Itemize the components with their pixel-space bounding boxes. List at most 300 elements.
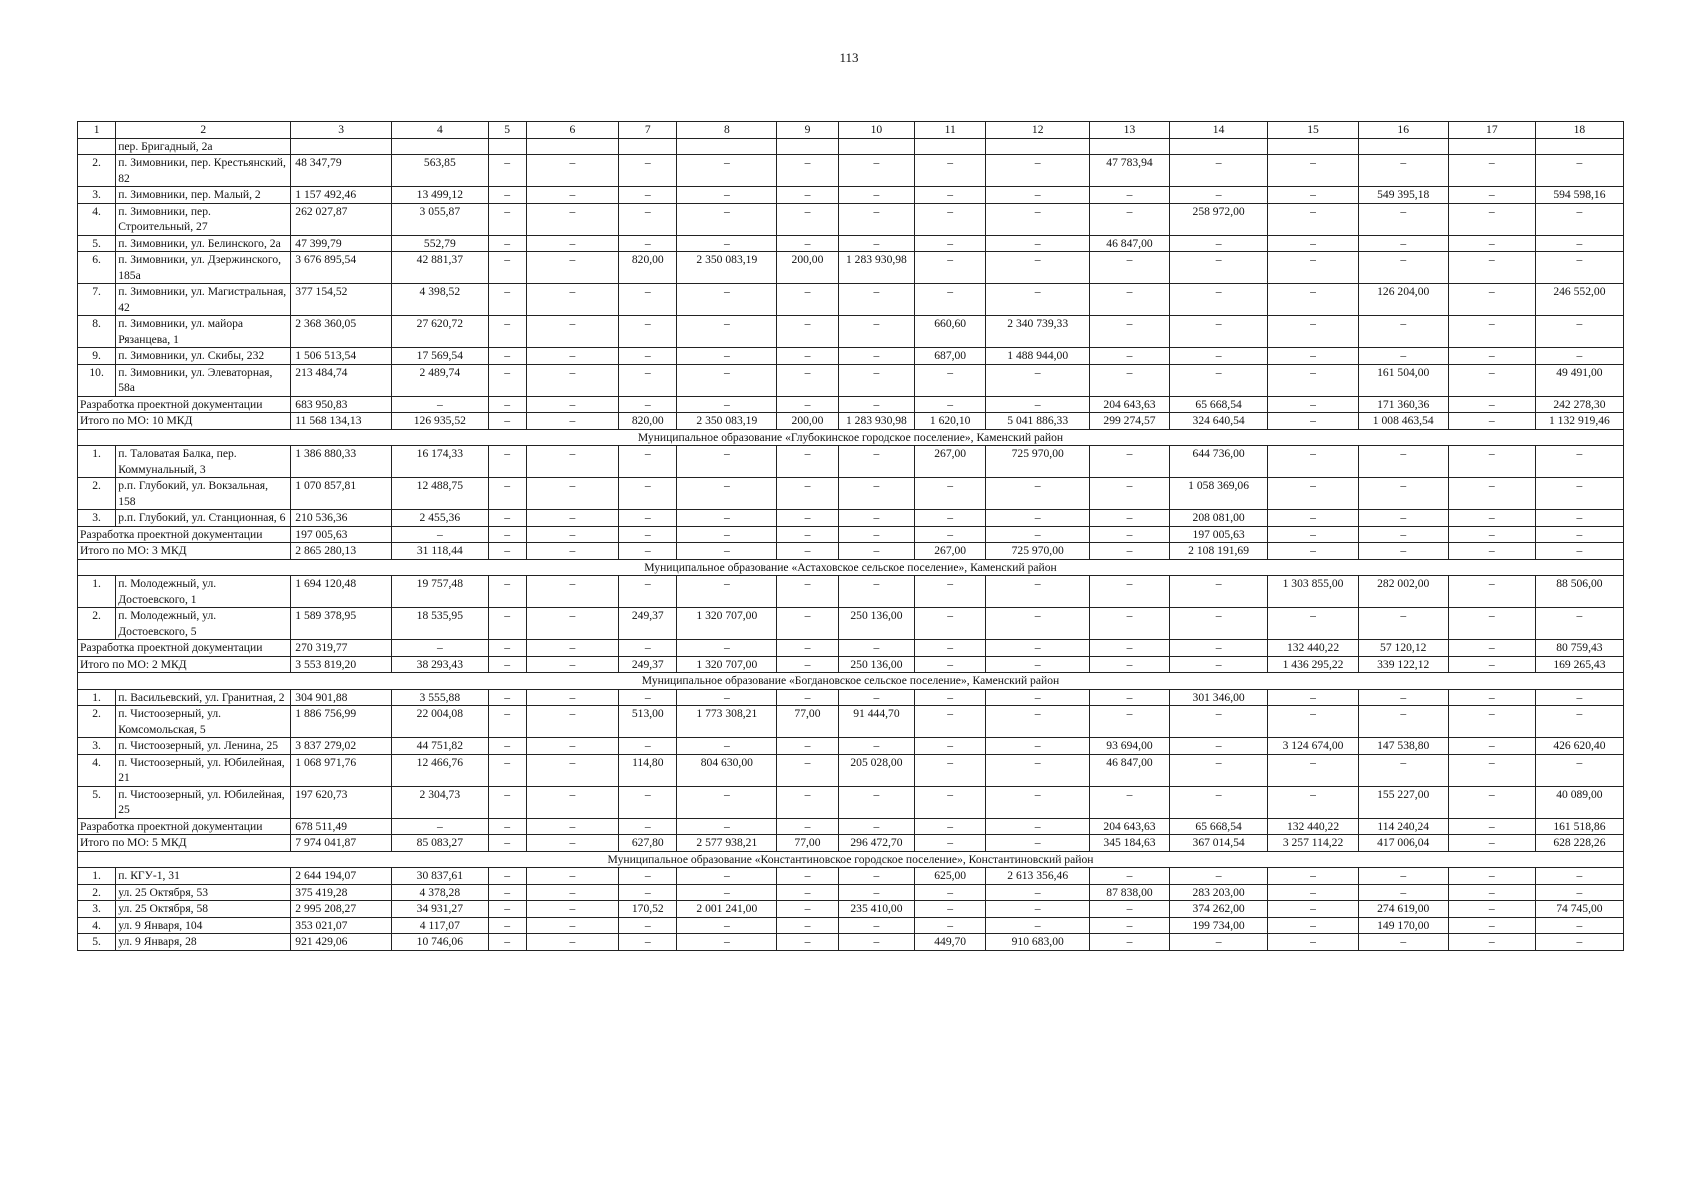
value-cell: 627,80 (619, 835, 677, 852)
value-cell: 324 640,54 (1169, 413, 1268, 430)
section-title: Муниципальное образование «Константиновское городское поселение», Константиновский район (78, 851, 1624, 868)
value-cell: – (619, 543, 677, 560)
value-cell: – (1535, 608, 1623, 640)
value-cell: 77,00 (777, 835, 839, 852)
value-cell: 1 070 857,81 (291, 478, 392, 510)
value-cell: – (915, 203, 986, 235)
table-row (78, 478, 1624, 510)
value-cell: – (838, 510, 914, 527)
value-cell: – (619, 203, 677, 235)
value-cell: – (986, 738, 1090, 755)
value-cell: – (1535, 203, 1623, 235)
value-cell: – (838, 786, 914, 818)
value-cell: – (1448, 284, 1535, 316)
value-cell: 910 683,00 (986, 934, 1090, 951)
value-cell: – (1169, 155, 1268, 187)
value-cell: – (677, 446, 777, 478)
summary-row (78, 818, 1624, 835)
column-header: 17 (1448, 122, 1535, 139)
value-cell: 625,00 (915, 868, 986, 885)
address-cell: п. Зимовники, ул. Магистральная, 42 (116, 284, 291, 316)
value-cell: 283 203,00 (1169, 884, 1268, 901)
value-cell: – (392, 640, 489, 657)
value-cell: – (526, 901, 618, 918)
row-label: Разработка проектной документации (78, 640, 291, 657)
value-cell: – (1169, 608, 1268, 640)
value-cell: – (677, 396, 777, 413)
value-cell (986, 138, 1090, 155)
value-cell: 11 568 134,13 (291, 413, 392, 430)
value-cell: 1 589 378,95 (291, 608, 392, 640)
value-cell: – (777, 754, 839, 786)
value-cell: 304 901,88 (291, 689, 392, 706)
value-cell: 2 350 083,19 (677, 413, 777, 430)
value-cell: – (677, 235, 777, 252)
value-cell (838, 138, 914, 155)
value-cell: – (488, 252, 526, 284)
table-row (78, 754, 1624, 786)
value-cell: – (1090, 543, 1170, 560)
value-cell: – (986, 396, 1090, 413)
value-cell: 1 886 756,99 (291, 706, 392, 738)
value-cell: – (1090, 203, 1170, 235)
value-cell: – (777, 576, 839, 608)
value-cell: – (1169, 348, 1268, 365)
value-cell: – (777, 818, 839, 835)
row-number: 5. (78, 786, 116, 818)
value-cell: – (1535, 478, 1623, 510)
row-number: 7. (78, 284, 116, 316)
value-cell: – (915, 526, 986, 543)
address-cell: п. Молодежный, ул. Достоевского, 1 (116, 576, 291, 608)
value-cell: – (986, 252, 1090, 284)
section-title: Муниципальное образование «Астаховское сельское поселение», Каменский район (78, 559, 1624, 576)
value-cell: – (838, 640, 914, 657)
value-cell: – (526, 155, 618, 187)
value-cell (1090, 138, 1170, 155)
value-cell: – (986, 478, 1090, 510)
summary-row (78, 640, 1624, 657)
value-cell: – (1535, 706, 1623, 738)
value-cell: – (619, 348, 677, 365)
column-header: 5 (488, 122, 526, 139)
address-cell: р.п. Глубокий, ул. Вокзальная, 158 (116, 478, 291, 510)
row-number: 1. (78, 868, 116, 885)
address-cell: п. Зимовники, пер. Малый, 2 (116, 187, 291, 204)
value-cell: – (1268, 543, 1358, 560)
section-row (78, 673, 1624, 690)
value-cell: – (488, 235, 526, 252)
value-cell: 353 021,07 (291, 917, 392, 934)
value-cell: – (1358, 203, 1448, 235)
value-cell: – (1090, 868, 1170, 885)
value-cell: – (915, 187, 986, 204)
value-cell: 57 120,12 (1358, 640, 1448, 657)
value-cell: 513,00 (619, 706, 677, 738)
value-cell: – (777, 348, 839, 365)
value-cell: – (915, 252, 986, 284)
value-cell: 93 694,00 (1090, 738, 1170, 755)
value-cell: – (915, 656, 986, 673)
section-row (78, 559, 1624, 576)
value-cell: – (777, 656, 839, 673)
value-cell: – (986, 640, 1090, 657)
value-cell: 1 320 707,00 (677, 656, 777, 673)
value-cell: – (986, 576, 1090, 608)
value-cell: 3 257 114,22 (1268, 835, 1358, 852)
value-cell: – (915, 576, 986, 608)
value-cell: 17 569,54 (392, 348, 489, 365)
value-cell: 367 014,54 (1169, 835, 1268, 852)
value-cell: – (488, 413, 526, 430)
value-cell: – (526, 656, 618, 673)
value-cell (1358, 138, 1448, 155)
table-row (78, 348, 1624, 365)
value-cell: – (1268, 348, 1358, 365)
value-cell: – (526, 576, 618, 608)
table-row (78, 934, 1624, 951)
value-cell: 80 759,43 (1535, 640, 1623, 657)
value-cell: – (619, 478, 677, 510)
value-cell: – (915, 396, 986, 413)
value-cell: 126 935,52 (392, 413, 489, 430)
value-cell: – (1358, 543, 1448, 560)
value-cell: – (838, 543, 914, 560)
value-cell: – (1448, 868, 1535, 885)
value-cell: – (619, 738, 677, 755)
value-cell: – (526, 284, 618, 316)
address-cell: п. Зимовники, пер. Строительный, 27 (116, 203, 291, 235)
value-cell: – (1090, 917, 1170, 934)
value-cell: 161 518,86 (1535, 818, 1623, 835)
value-cell: 628 228,26 (1535, 835, 1623, 852)
value-cell: – (1535, 526, 1623, 543)
value-cell: 197 620,73 (291, 786, 392, 818)
value-cell: 4 117,07 (392, 917, 489, 934)
value-cell: – (488, 640, 526, 657)
value-cell: 16 174,33 (392, 446, 489, 478)
value-cell: 563,85 (392, 155, 489, 187)
value-cell: – (1090, 187, 1170, 204)
value-cell: – (838, 348, 914, 365)
value-cell: – (1448, 478, 1535, 510)
value-cell: – (619, 284, 677, 316)
row-number: 6. (78, 252, 116, 284)
value-cell: – (526, 252, 618, 284)
value-cell: – (777, 478, 839, 510)
value-cell: 2 001 241,00 (677, 901, 777, 918)
value-cell: – (677, 576, 777, 608)
value-cell: 1 058 369,06 (1169, 478, 1268, 510)
value-cell: – (986, 901, 1090, 918)
value-cell: – (1268, 235, 1358, 252)
value-cell: – (619, 917, 677, 934)
value-cell: – (1268, 934, 1358, 951)
column-header: 14 (1169, 122, 1268, 139)
value-cell (1268, 138, 1358, 155)
value-cell: – (619, 884, 677, 901)
value-cell (526, 138, 618, 155)
value-cell: – (1448, 446, 1535, 478)
value-cell: 132 440,22 (1268, 640, 1358, 657)
value-cell: – (777, 155, 839, 187)
value-cell: – (1090, 316, 1170, 348)
address-cell: п. Чистоозерный, ул. Юбилейная, 21 (116, 754, 291, 786)
value-cell: – (777, 543, 839, 560)
value-cell: – (1448, 754, 1535, 786)
value-cell: 65 668,54 (1169, 818, 1268, 835)
row-number: 8. (78, 316, 116, 348)
value-cell: 48 347,79 (291, 155, 392, 187)
table-row (78, 316, 1624, 348)
value-cell: – (1268, 364, 1358, 396)
value-cell: – (526, 235, 618, 252)
address-cell: п. Васильевский, ул. Гранитная, 2 (116, 689, 291, 706)
value-cell: – (1358, 884, 1448, 901)
value-cell: – (1535, 543, 1623, 560)
value-cell: – (1535, 446, 1623, 478)
value-cell: 87 838,00 (1090, 884, 1170, 901)
value-cell: 660,60 (915, 316, 986, 348)
value-cell: – (1169, 187, 1268, 204)
table-row (78, 901, 1624, 918)
value-cell: – (1448, 884, 1535, 901)
value-cell: – (1090, 576, 1170, 608)
value-cell: – (488, 754, 526, 786)
value-cell: – (526, 738, 618, 755)
value-cell: 2 995 208,27 (291, 901, 392, 918)
value-cell: – (1448, 689, 1535, 706)
value-cell: – (488, 738, 526, 755)
address-cell: п. Зимовники, ул. Дзержинского, 185а (116, 252, 291, 284)
summary-row (78, 526, 1624, 543)
value-cell: 549 395,18 (1358, 187, 1448, 204)
value-cell: – (1169, 786, 1268, 818)
value-cell: – (777, 364, 839, 396)
row-number: 10. (78, 364, 116, 396)
value-cell: 249,37 (619, 608, 677, 640)
value-cell: – (915, 786, 986, 818)
value-cell: 339 122,12 (1358, 656, 1448, 673)
column-header: 12 (986, 122, 1090, 139)
value-cell: – (777, 446, 839, 478)
value-cell: – (526, 413, 618, 430)
value-cell: 2 350 083,19 (677, 252, 777, 284)
value-cell: – (838, 364, 914, 396)
value-cell: 147 538,80 (1358, 738, 1448, 755)
value-cell: – (1169, 640, 1268, 657)
value-cell: – (619, 640, 677, 657)
value-cell: – (1358, 155, 1448, 187)
value-cell: – (1358, 316, 1448, 348)
value-cell: – (986, 510, 1090, 527)
column-header: 16 (1358, 122, 1448, 139)
value-cell: – (619, 576, 677, 608)
value-cell: – (677, 917, 777, 934)
value-cell: – (915, 478, 986, 510)
value-cell: – (1268, 901, 1358, 918)
address-cell: п. Чистоозерный, ул. Ленина, 25 (116, 738, 291, 755)
value-cell: – (838, 284, 914, 316)
value-cell (291, 138, 392, 155)
summary-row (78, 413, 1624, 430)
value-cell: – (488, 203, 526, 235)
value-cell: – (1090, 934, 1170, 951)
column-header: 18 (1535, 122, 1623, 139)
value-cell: – (1268, 413, 1358, 430)
value-cell: – (838, 203, 914, 235)
value-cell: 262 027,87 (291, 203, 392, 235)
value-cell: – (1268, 786, 1358, 818)
value-cell: – (777, 640, 839, 657)
value-cell: – (1268, 478, 1358, 510)
value-cell (488, 138, 526, 155)
table-row (78, 138, 1624, 155)
row-number: 5. (78, 235, 116, 252)
value-cell: – (619, 818, 677, 835)
value-cell: 3 555,88 (392, 689, 489, 706)
value-cell: – (986, 706, 1090, 738)
address-cell: ул. 9 Января, 28 (116, 934, 291, 951)
value-cell: – (488, 478, 526, 510)
address-cell: ул. 25 Октября, 53 (116, 884, 291, 901)
value-cell: – (526, 706, 618, 738)
row-number: 4. (78, 203, 116, 235)
value-cell: – (838, 934, 914, 951)
value-cell (915, 138, 986, 155)
value-cell: – (1268, 252, 1358, 284)
value-cell (1169, 138, 1268, 155)
column-header: 2 (116, 122, 291, 139)
value-cell: 161 504,00 (1358, 364, 1448, 396)
column-header: 9 (777, 122, 839, 139)
value-cell: – (1448, 364, 1535, 396)
value-cell: 4 398,52 (392, 284, 489, 316)
value-cell: 725 970,00 (986, 543, 1090, 560)
value-cell: 1 303 855,00 (1268, 576, 1358, 608)
value-cell: 34 931,27 (392, 901, 489, 918)
value-cell: – (915, 835, 986, 852)
value-cell: – (1268, 917, 1358, 934)
value-cell: – (677, 316, 777, 348)
table-row (78, 917, 1624, 934)
value-cell: – (526, 543, 618, 560)
value-cell: – (1090, 284, 1170, 316)
value-cell: – (1358, 235, 1448, 252)
value-cell: – (1358, 689, 1448, 706)
value-cell: – (677, 640, 777, 657)
value-cell: – (1535, 884, 1623, 901)
value-cell: – (488, 868, 526, 885)
row-number: 2. (78, 478, 116, 510)
value-cell: 2 368 360,05 (291, 316, 392, 348)
column-header: 10 (838, 122, 914, 139)
value-cell: – (777, 608, 839, 640)
value-cell: – (1169, 576, 1268, 608)
row-number: 1. (78, 446, 116, 478)
value-cell: 2 489,74 (392, 364, 489, 396)
value-cell: 38 293,43 (392, 656, 489, 673)
value-cell: 296 472,70 (838, 835, 914, 852)
value-cell: 267,00 (915, 543, 986, 560)
value-cell: – (1090, 786, 1170, 818)
value-cell: – (838, 155, 914, 187)
value-cell: – (1268, 884, 1358, 901)
value-cell: 199 734,00 (1169, 917, 1268, 934)
value-cell: – (1448, 316, 1535, 348)
value-cell: – (488, 917, 526, 934)
row-label: Итого по МО: 10 МКД (78, 413, 291, 430)
value-cell: – (777, 235, 839, 252)
value-cell: – (526, 689, 618, 706)
value-cell: 210 536,36 (291, 510, 392, 527)
value-cell: – (1535, 348, 1623, 365)
value-cell: 1 620,10 (915, 413, 986, 430)
value-cell: – (986, 364, 1090, 396)
value-cell: – (488, 901, 526, 918)
value-cell: 204 643,63 (1090, 818, 1170, 835)
value-cell: – (838, 689, 914, 706)
value-cell: 246 552,00 (1535, 284, 1623, 316)
value-cell: – (392, 396, 489, 413)
row-number (78, 138, 116, 155)
value-cell: 2 577 938,21 (677, 835, 777, 852)
value-cell: 258 972,00 (1169, 203, 1268, 235)
table-row (78, 689, 1624, 706)
row-number: 2. (78, 155, 116, 187)
value-cell: – (392, 526, 489, 543)
summary-row (78, 656, 1624, 673)
value-cell: – (838, 316, 914, 348)
value-cell: – (677, 868, 777, 885)
value-cell: – (986, 608, 1090, 640)
address-cell: п. Чистоозерный, ул. Комсомольская, 5 (116, 706, 291, 738)
address-cell: р.п. Глубокий, ул. Станционная, 6 (116, 510, 291, 527)
value-cell: – (838, 738, 914, 755)
value-cell: 12 466,76 (392, 754, 489, 786)
row-number: 2. (78, 884, 116, 901)
value-cell: – (1169, 364, 1268, 396)
address-cell: п. Чистоозерный, ул. Юбилейная, 25 (116, 786, 291, 818)
value-cell: 301 346,00 (1169, 689, 1268, 706)
value-cell: – (1268, 608, 1358, 640)
value-cell: – (1448, 252, 1535, 284)
value-cell: – (526, 510, 618, 527)
row-label: Итого по МО: 5 МКД (78, 835, 291, 852)
row-label: Итого по МО: 2 МКД (78, 656, 291, 673)
value-cell: – (619, 446, 677, 478)
value-cell: – (526, 348, 618, 365)
value-cell: – (986, 884, 1090, 901)
row-label: Разработка проектной документации (78, 396, 291, 413)
value-cell: – (526, 446, 618, 478)
value-cell: 270 319,77 (291, 640, 392, 657)
value-cell: – (1169, 316, 1268, 348)
value-cell: – (915, 818, 986, 835)
value-cell: 205 028,00 (838, 754, 914, 786)
value-cell: – (488, 446, 526, 478)
value-cell: – (1448, 543, 1535, 560)
value-cell: – (1268, 187, 1358, 204)
value-cell: – (1448, 413, 1535, 430)
value-cell: – (1535, 868, 1623, 885)
value-cell: – (915, 901, 986, 918)
value-cell: – (1448, 155, 1535, 187)
value-cell: – (1448, 786, 1535, 818)
value-cell: 2 613 356,46 (986, 868, 1090, 885)
value-cell: – (488, 576, 526, 608)
value-cell: – (488, 786, 526, 818)
